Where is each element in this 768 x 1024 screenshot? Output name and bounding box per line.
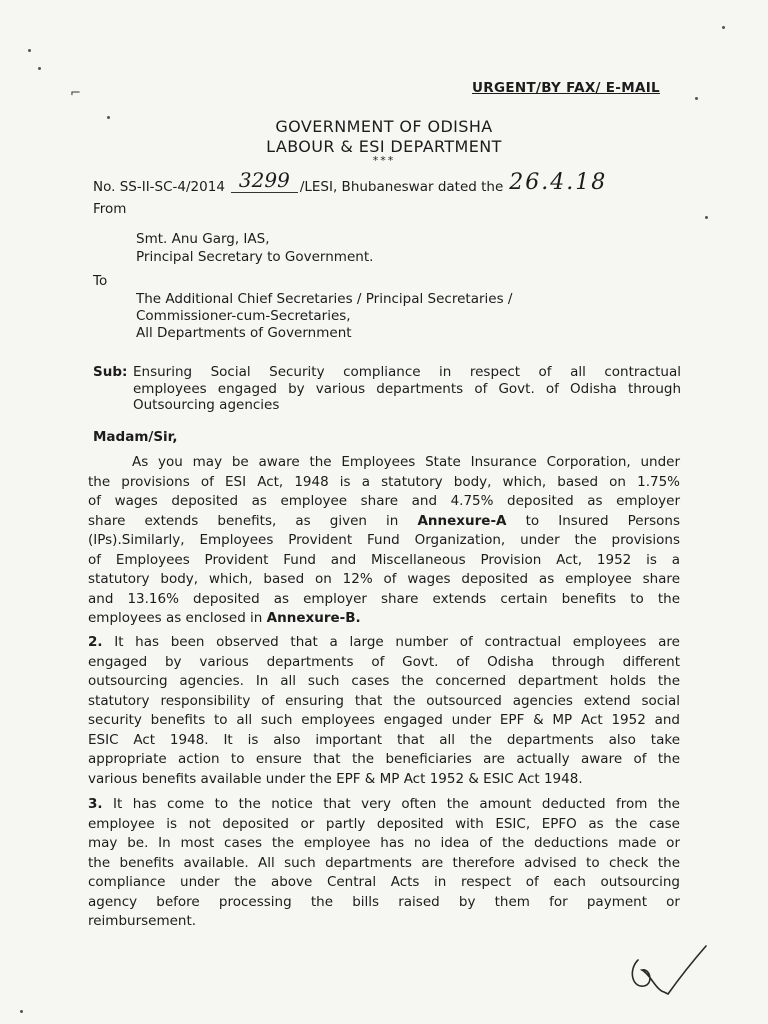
paragraph-line: appropriate action to ensure that the beneficiaries are actually aware of the bbox=[88, 751, 680, 767]
urgent-fax-email-header: URGENT/BY FAX/ E-MAIL bbox=[472, 80, 660, 96]
recipient-line-3: All Departments of Government bbox=[136, 325, 352, 341]
paragraph-line: may be. In most cases the employee has no idea of the deductions made or bbox=[88, 835, 680, 851]
paragraph-line: the benefits available. All such departments are therefore advised to check the bbox=[88, 854, 680, 871]
paragraph-line: As you may be aware the Employees State Insurance Corporation, under bbox=[132, 454, 680, 470]
paragraph-line: compliance under the above Central Acts in respect of each outsourcing bbox=[88, 874, 680, 890]
salutation: Madam/Sir, bbox=[93, 429, 178, 445]
annexure-b-lead: employees as enclosed in bbox=[88, 610, 263, 626]
annexure-a-lead: share extends benefits, as given in bbox=[88, 512, 399, 529]
paragraph-line: engaged by various departments of Govt. of Odisha through different bbox=[88, 653, 680, 670]
paragraph-line: outsourcing agencies. In all such cases the concerned department holds the bbox=[88, 673, 680, 689]
reference-line bbox=[93, 168, 608, 197]
paragraph-line bbox=[88, 633, 680, 653]
subject-text bbox=[133, 364, 681, 414]
stars-divider: *** bbox=[372, 154, 396, 167]
paragraph-text: It has come to the notice that very often the amount deducted from the bbox=[112, 796, 680, 812]
sender-designation: Principal Secretary to Government. bbox=[136, 249, 374, 265]
paragraph-line bbox=[88, 795, 680, 815]
paragraph-line: of Employees Provident Fund and Miscellaneous Provision Act, 1952 is a bbox=[88, 551, 680, 568]
handwritten-initials-signature bbox=[620, 940, 710, 1010]
department-title: LABOUR & ESI DEPARTMENT bbox=[266, 137, 502, 156]
paragraph-1 bbox=[88, 453, 680, 629]
paragraph-line: various benefits available under the EPF & MP Act 1952 & ESIC Act 1948. bbox=[88, 770, 583, 787]
paragraph-line: employee is not deposited or partly deposited with ESIC, EPFO as the case bbox=[88, 815, 680, 832]
paragraph-line: of wages deposited as employee share and 4.75% deposited as employer bbox=[88, 493, 680, 509]
subject-line: Ensuring Social Security compliance in respect of all contractual bbox=[133, 364, 681, 380]
from-label: From bbox=[93, 201, 127, 217]
scan-speck bbox=[722, 26, 725, 29]
subject-line: employees engaged by various departments of Govt. of Odisha through bbox=[133, 380, 681, 397]
recipient-line-2: Commissioner-cum-Secretaries, bbox=[136, 308, 351, 324]
paragraph-line: ESIC Act 1948. It is also important that all the departments also take bbox=[88, 731, 680, 748]
paragraph-line: security benefits to all such employees engaged under EPF & MP Act 1952 and bbox=[88, 712, 680, 728]
paragraph-2 bbox=[88, 633, 680, 789]
reference-prefix: No. SS-II-SC-4/2014 bbox=[93, 179, 225, 195]
paragraph-3 bbox=[88, 795, 680, 932]
paragraph-line: (IPs).Similarly, Employees Provident Fund Organization, under the provisions bbox=[88, 532, 680, 548]
sender-name: Smt. Anu Garg, IAS, bbox=[136, 231, 270, 247]
scan-speck bbox=[28, 49, 31, 52]
paragraph-number: 3. bbox=[88, 796, 103, 812]
scan-speck bbox=[38, 67, 41, 70]
paragraph-line: statutory body, which, based on 12% of wages deposited as employee share bbox=[88, 571, 680, 587]
paragraph-number: 2. bbox=[88, 634, 103, 650]
subject-line: Outsourcing agencies bbox=[133, 397, 280, 413]
scan-mark: ⌐ bbox=[70, 86, 81, 101]
paragraph-line bbox=[88, 512, 680, 532]
handwritten-letter-number: 3299 bbox=[231, 168, 298, 193]
annexure-b-ref: Annexure-B. bbox=[266, 610, 361, 626]
paragraph-line: and 13.16% deposited as employer share extends certain benefits to the bbox=[88, 590, 680, 607]
paragraph-line bbox=[88, 609, 680, 629]
paragraph-line: reimbursement. bbox=[88, 913, 197, 929]
paragraph-text: It has been observed that a large number of contractual employees are bbox=[114, 634, 680, 650]
handwritten-date: 26.4.18 bbox=[509, 170, 608, 195]
paragraph-line: the provisions of ESI Act, 1948 is a statutory body, which, based on 1.75% bbox=[88, 473, 680, 490]
paragraph-line: statutory responsibility of ensuring that the outsourced agencies extend social bbox=[88, 692, 680, 709]
annexure-a-tail: to Insured Persons bbox=[525, 512, 681, 529]
scan-speck bbox=[705, 216, 708, 219]
scan-speck bbox=[695, 97, 698, 100]
reference-suffix: /LESI, Bhubaneswar dated the bbox=[299, 179, 504, 195]
scan-speck bbox=[20, 1010, 23, 1013]
paragraph-line: agency before processing the bills raised by them for payment or bbox=[88, 893, 680, 910]
subject-label: Sub: bbox=[93, 364, 128, 380]
annexure-a-ref: Annexure-A bbox=[417, 512, 507, 529]
scan-speck bbox=[107, 116, 110, 119]
government-title: GOVERNMENT OF ODISHA bbox=[275, 117, 493, 136]
recipient-line-1: The Additional Chief Secretaries / Principal Secretaries / bbox=[136, 291, 513, 307]
to-label: To bbox=[93, 273, 108, 289]
